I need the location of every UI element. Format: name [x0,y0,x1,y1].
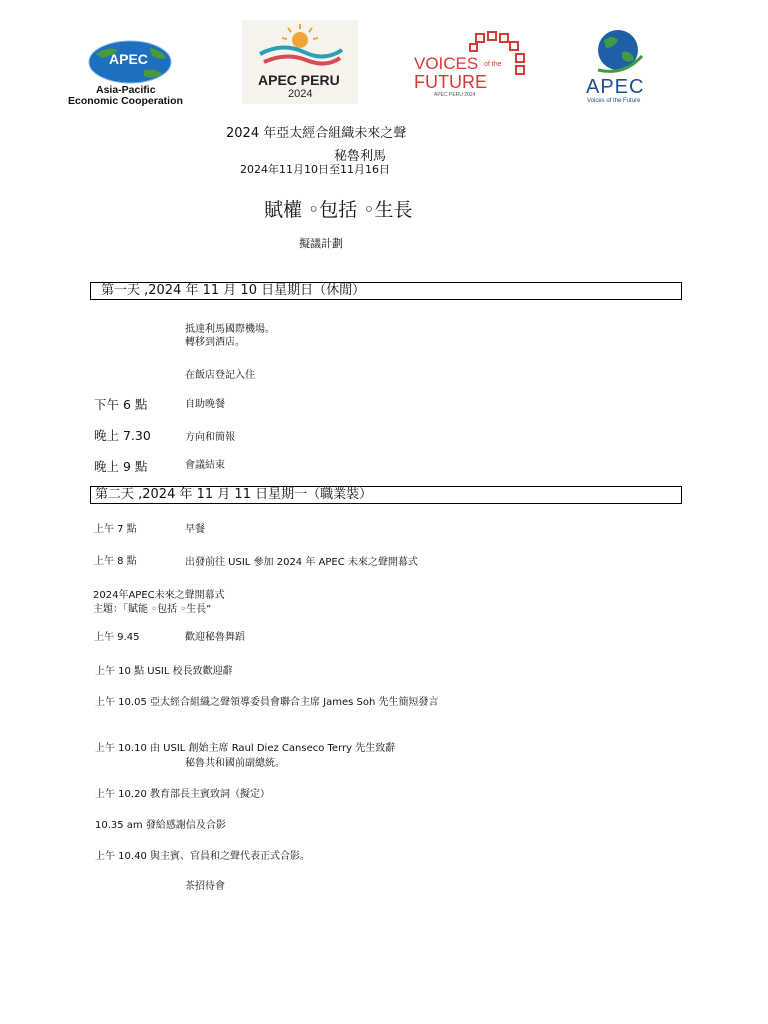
apec-peru-name: APEC PERU [258,72,340,88]
program-line: 10.35 am 發給感謝信及合影 [95,820,226,831]
program-line: 上午 10 點 USIL 校長致歡迎辭 [95,666,233,677]
location: 秘魯利馬 [334,149,387,164]
day2-time: 上午 8 點 [94,556,137,567]
dates: 2024年11月10日至11月16日 [240,163,390,176]
day1-desc: 方向和簡報 [185,432,235,443]
day2-time: 上午 7 點 [94,524,137,535]
day1-note: 在飯店登記入住 [185,370,255,381]
apec-voices-logo [584,26,656,108]
theme-heading: 賦權 ◦包括 ◦生長 [264,199,413,221]
day1-time: 晚上 7.30 [94,428,151,443]
apec-logo [66,38,194,110]
day1-note: 轉移到酒店。 [185,337,245,348]
globe-icon [584,26,656,78]
day2-desc: 早餐 [185,524,205,535]
apec-voices-sub: Voices of the Future [587,98,641,104]
program-line: 秘魯共和國前副總統。 [185,758,285,769]
day1-desc: 自助晚餐 [185,399,225,410]
sun-waves-icon [242,20,358,70]
day2-desc: 出發前往 USIL 參加 2024 年 APEC 未來之聲開幕式 [185,557,418,568]
page-title: 2024 年亞太經合組織未來之聲 [226,126,407,141]
program-line: 上午 10.10 由 USIL 創始主席 Raul Diez Canseco Terry 先生致辭 [95,743,396,754]
ceremony-theme: 主題：「賦能 ◦包括 ◦生長” [93,604,212,615]
day1-heading: 第一天 ,2024 年 11 月 10 日星期日（休閒） [90,282,682,300]
apec-badge-text: APEC [109,51,148,67]
voices-sub: APEC PERU 2024 [434,92,476,98]
apec-peru-year: 2024 [288,88,313,100]
day1-time: 下午 6 點 [94,397,148,412]
day1-time: 晚上 9 點 [94,459,148,474]
subtitle: 擬議計劃 [299,237,343,250]
day2-heading: 第二天 ,2024 年 11 月 11 日星期一（職業裝） [90,486,682,504]
welcome-desc: 歡迎秘魯舞蹈 [185,632,245,643]
day1-desc: 會議結束 [185,460,225,471]
ceremony-title: 2024年APEC未來之聲開幕式 [93,590,225,601]
voices-line1: VOICES [414,54,479,73]
program-line: 上午 10.20 教育部長主賓致詞（擬定） [95,789,270,800]
welcome-time: 上午 9.45 [94,632,140,643]
apec-line1: Asia-Pacific [96,84,156,96]
day1-note: 抵達利馬國際機場。 [185,324,275,335]
apec-peru-logo [242,20,358,104]
voices-of-the: of the [484,61,502,68]
program-line: 上午 10.05 亞太經合組織之聲領導委員會聯合主席 James Soh 先生簡短發言 [95,697,439,708]
voices-of-the-future-logo [412,28,532,100]
apec-voices-name: APEC [586,76,645,98]
program-line: 茶招待會 [185,881,225,892]
apec-line2: Economic Cooperation [68,95,183,107]
program-line: 上午 10.40 與主賓、官員和之聲代表正式合影。 [95,851,310,862]
voices-line2: FUTURE [414,72,487,92]
